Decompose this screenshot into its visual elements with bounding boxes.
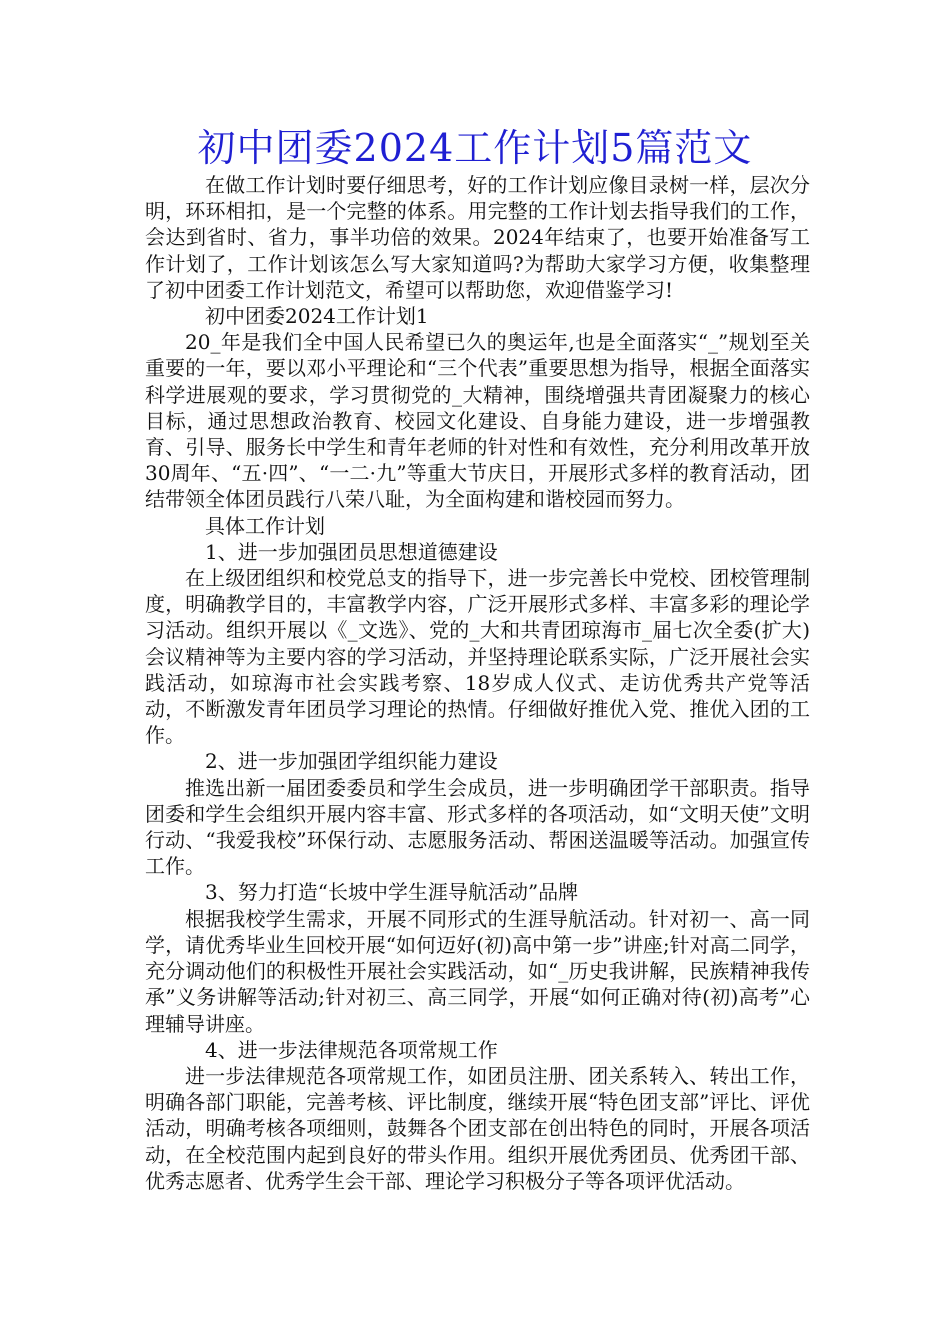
item-heading-1: 1、进一步加强团员思想道德建设 <box>205 539 498 564</box>
document-body <box>145 172 810 1194</box>
plan-1-overview-paragraph: 20_年是我们全中国人民希望已久的奥运年,也是全面落实“_”规划至关重要的一年，要以邓小平理论和“三个代表”重要思想为指导，根据全面落实科学进展观的要求，学习贯彻党的_大精神，围绕增强共青团凝聚力的核心目标，通过思想政治教育、校园文化建设、自身能力建设，进一步增强教育、引导、服务长中学生和青年老师的针对性和有效性，充分利用改革开放30周年、“五·四”、“一二·九”等重大节庆日，开展形式多样的教育活动，团结带领全体团员践行八荣八耻，为全面构建和谐校园而努力。 <box>145 330 810 512</box>
item-4-paragraph: 进一步法律规范各项常规工作，如团员注册、团关系转入、转出工作，明确各部门职能，完善考核、评比制度，继续开展“特色团支部”评比、评优活动，明确考核各项细则，鼓舞各个团支部在创出特色的同时，开展各项活动，在全校范围内起到良好的带头作用。组织开展优秀团员、优秀团干部、优秀志愿者、优秀学生会干部、理论学习积极分子等各项评优活动。 <box>145 1063 810 1193</box>
section-heading-plan-1: 初中团委2024工作计划1 <box>205 304 429 329</box>
item-heading-4: 4、进一步法律规范各项常规工作 <box>205 1037 498 1062</box>
subheading-specific-plan: 具体工作计划 <box>205 513 325 538</box>
item-heading-3: 3、努力打造“长坡中学生涯导航活动”品牌 <box>205 880 579 905</box>
item-2-paragraph: 推选出新一届团委委员和学生会成员，进一步明确团学干部职责。指导团委和学生会组织开展内容丰富、形式多样的各项活动，如“文明天使”文明行动、“我爱我校”环保行动、志愿服务活动、帮困送温暖等活动。加强宣传工作。 <box>145 775 810 879</box>
document-title: 初中团委2024工作计划5篇范文 <box>197 126 753 170</box>
item-heading-2: 2、进一步加强团学组织能力建设 <box>205 749 498 774</box>
item-1-paragraph: 在上级团组织和校党总支的指导下，进一步完善长中党校、团校管理制度，明确教学目的，丰富教学内容，广泛开展形式多样、丰富多彩的理论学习活动。组织开展以《_文选》、党的_大和共青团琼海市_届七次全委(扩大)会议精神等为主要内容的学习活动，并坚持理论联系实际，广泛开展社会实践活动，如琼海市社会实践考察、18岁成人仪式、走访优秀共产党等活动，不断激发青年团员学习理论的热情。仔细做好推优入党、推优入团的工作。 <box>145 566 810 748</box>
intro-paragraph: 在做工作计划时要仔细思考，好的工作计划应像目录树一样，层次分明，环环相扣，是一个完整的体系。用完整的工作计划去指导我们的工作，会达到省时、省力，事半功倍的效果。2024年结束了，也要开始准备写工作计划了，工作计划该怎么写大家知道吗?为帮助大家学习方便，收集整理了初中团委工作计划范文，希望可以帮助您，欢迎借鉴学习! <box>145 173 810 302</box>
item-3-paragraph: 根据我校学生需求，开展不同形式的生涯导航活动。针对初一、高一同学，请优秀毕业生回校开展“如何迈好(初)高中第一步”讲座;针对高二同学，充分调动他们的积极性开展社会实践活动，如“_历史我讲解，民族精神我传承”义务讲解等活动;针对初三、高三同学，开展“如何正确对待(初)高考”心理辅导讲座。 <box>145 906 810 1036</box>
